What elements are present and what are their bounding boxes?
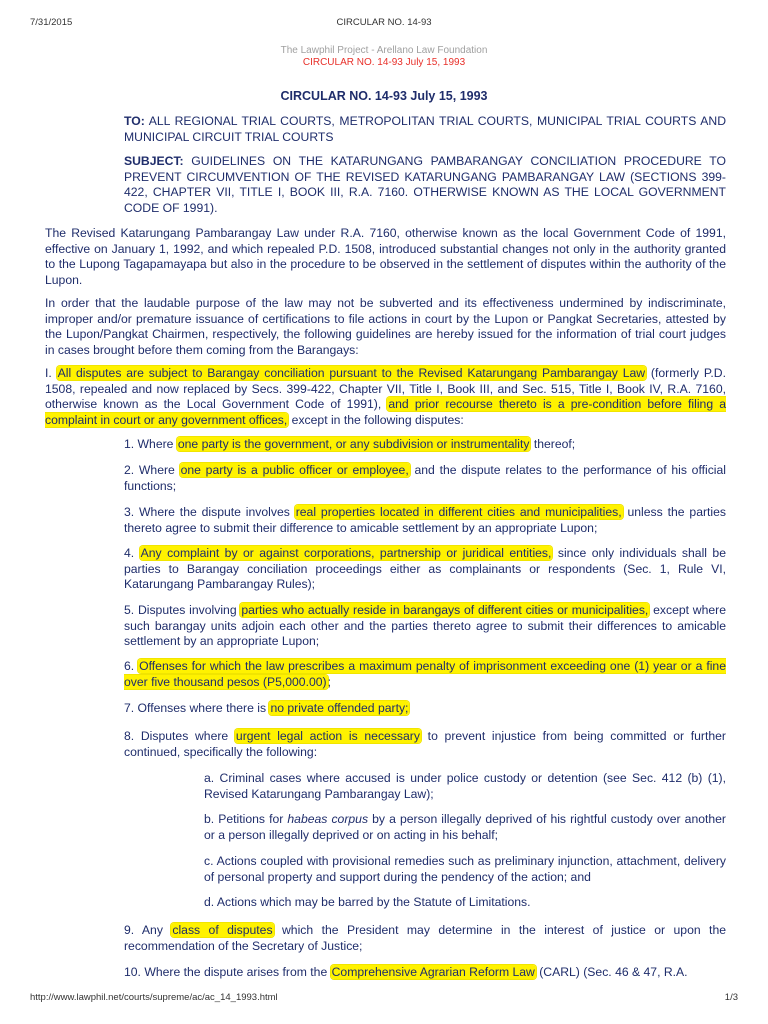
item-text: 9. Any [124, 923, 172, 937]
section-one-prefix: I. [45, 366, 57, 380]
sub-item-c: c. Actions coupled with provisional remedies such as preliminary injunction, attachment, delivery of personal property and support during the pendency of the action; and [204, 854, 726, 884]
sub-item-text: by a person illegally deprived of his rightful custody over another or a person illegally deprived or on acting in his behalf; [204, 812, 726, 842]
highlight: Any complaint by or against corporations, partnership or juridical entities, [140, 546, 552, 560]
item-text: 3. Where the dispute involves [124, 505, 295, 519]
print-title: CIRCULAR NO. 14-93 [336, 17, 432, 28]
subject-line [124, 154, 726, 216]
to-line [124, 114, 726, 145]
list-item [124, 923, 726, 954]
item-text: which the President may determine in the interest of justice or upon the recommendation of the Secretary of Justice; [124, 923, 726, 953]
item-text: thereof; [530, 437, 576, 451]
highlight: one party is the government, or any subdivision or instrumentality [177, 437, 530, 451]
sub-item-b [204, 812, 726, 843]
list-item [124, 505, 726, 536]
document-title: CIRCULAR NO. 14-93 July 15, 1993 [280, 89, 488, 103]
to-label: TO: [124, 114, 145, 128]
site-banner [0, 45, 768, 69]
section-one-mid: (formerly P.D. 1508, repealed and now replaced by Secs. 399-422, Chapter VII, Title I, Book III, and Sec. 515, Title I, Book IV, R.A. 7160, otherwise known as the Local Government Code of 1991), [45, 366, 726, 412]
item-text: 1. Where [124, 437, 177, 451]
sub-item-text: b. Petitions for [204, 812, 288, 826]
list-item [124, 437, 726, 453]
print-date: 7/31/2015 [30, 17, 73, 28]
highlight: one party is a public officer or employee, [180, 463, 409, 477]
highlight: no private offended party; [270, 701, 409, 715]
to-text: ALL REGIONAL TRIAL COURTS, METROPOLITAN TRIAL COURTS, MUNICIPAL TRIAL COURTS AND MUNICIPAL CIRCUIT TRIAL COURTS [124, 114, 726, 144]
paragraph-purpose: In order that the laudable purpose of the law may not be subverted and its effectiveness undermined by indiscriminate, improper and/or premature issuance of certifications to file actions in court by the Lupon or Pangkat Secretaries, attested by the Lupon/Pangkat Chairmen, respectively, the following guidelines are hereby issued for the information of trial court judges in cases brought before them coming from the Barangays: [45, 296, 726, 357]
section-one-suffix: except in the following disputes: [288, 412, 464, 427]
item-text: ; [327, 674, 331, 689]
highlight: Comprehensive Agrarian Reform Law [331, 965, 535, 979]
list-item [124, 546, 726, 593]
item-text: 2. Where [124, 463, 180, 477]
highlight: All disputes are subject to Barangay conciliation pursuant to the Revised Katarungang Pambarangay Law [57, 366, 646, 380]
highlight: and prior recourse thereto is a pre-condition before filing a complaint in court or any government offices, [45, 397, 726, 427]
project-link[interactable]: The Lawphil Project - Arellano Law Foundation [280, 45, 488, 56]
page-url: http://www.lawphil.net/courts/supreme/ac/ac_14_1993.html [30, 992, 278, 1003]
page-number: 1/3 [724, 992, 738, 1003]
item-text: 6. [124, 659, 139, 673]
sub-item-a: a. Criminal cases where accused is under police custody or detention (see Sec. 412 (b) (1), Revised Katarungang Pambarangay Law); [204, 771, 726, 801]
list-item [124, 659, 726, 690]
item-text: and the dispute relates to the performance of his official functions; [124, 463, 726, 493]
item-text: 7. Offenses where there is [124, 701, 270, 715]
sub-item-d: d. Actions which may be barred by the Statute of Limitations. [204, 895, 531, 909]
list-item [124, 965, 726, 981]
section-one [45, 366, 726, 428]
item-text: 5. Disputes involving [124, 603, 241, 617]
paragraph-intro: The Revised Katarungang Pambarangay Law under R.A. 7160, otherwise known as the local Government Code of 1991, effective on January 1, 1992, and which repealed P.D. 1508, introduced substantial changes not only in the authority granted to the Lupong Tagapamayapa but also in the procedure to be observed in the settlement of disputes within the authority of the Lupon. [45, 226, 726, 287]
print-header [0, 17, 768, 31]
highlight: parties who actually reside in barangays of different cities or municipalities, [241, 603, 649, 617]
highlight: urgent legal action is necessary [235, 729, 420, 743]
list-item [124, 729, 726, 760]
item-text: since only individuals shall be parties to Barangay conciliation proceedings either as complainants or respondents (Sec. 1, Rule VI, Katarungang Pambarangay Rules); [124, 546, 726, 592]
item-text: to prevent injustice from being committed or further continued, specifically the following: [124, 729, 726, 759]
subject-text: GUIDELINES ON THE KATARUNGANG PAMBARANGAY CONCILIATION PROCEDURE TO PREVENT CIRCUMVENTION OF THE REVISED KATARUNGANG PAMBARANGAY LAW (SECTIONS 399-422, CHAPTER VII, TITLE I, BOOK III, R.A. 7160. OTHERWISE KNOWN AS THE LOCAL GOVERNMENT CODE OF 1991). [124, 154, 726, 215]
subject-label: SUBJECT: [124, 154, 184, 168]
item-text: 4. [124, 546, 140, 560]
circular-link[interactable]: CIRCULAR NO. 14-93 July 15, 1993 [302, 57, 466, 68]
list-item [124, 603, 726, 650]
item-text: unless the parties thereto agree to submit their difference to amicable settlement by an appropriate Lupon; [124, 505, 727, 535]
list-item [124, 463, 726, 494]
highlight: class of disputes [172, 923, 273, 937]
highlight: Offenses for which the law prescribes a maximum penalty of imprisonment exceeding one (1) year or a fine over five thousand pesos (P5,000.00) [124, 659, 726, 689]
print-footer [0, 992, 768, 1006]
list-item [124, 701, 726, 717]
highlight: real properties located in different cities and municipalities, [295, 505, 622, 519]
item-text: except where such barangay units adjoin each other and the parties thereto agree to submit their differences to amicable settlement by an appropriate Lupon; [124, 603, 727, 649]
item-text: 8. Disputes where [124, 729, 235, 743]
emphasis: habeas corpus [287, 812, 369, 826]
item-text: 10. Where the dispute arises from the [124, 965, 331, 979]
item-text: (CARL) (Sec. 46 & 47, R.A. [535, 965, 688, 979]
